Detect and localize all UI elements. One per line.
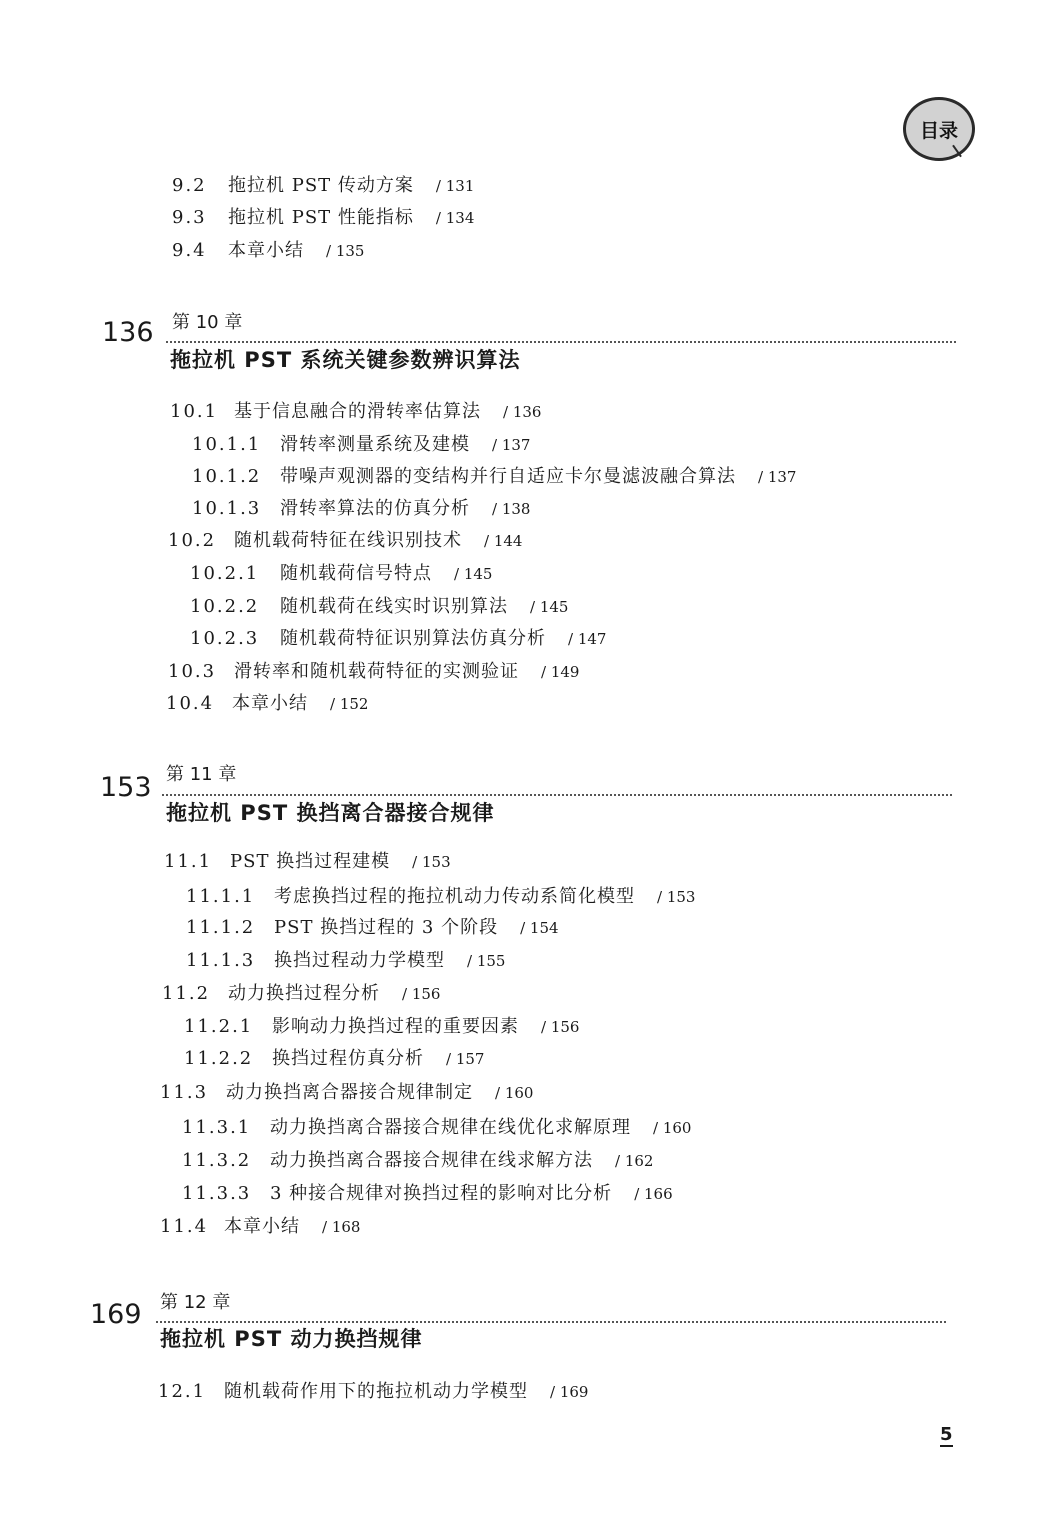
section-title: 滑转率算法的仿真分析 — [280, 498, 470, 519]
section-title: 本章小结 — [224, 1216, 300, 1237]
section-page: / 154 — [520, 919, 559, 937]
section-title: 滑转率和随机载荷特征的实测验证 — [234, 661, 519, 682]
section-page: / 155 — [467, 952, 506, 970]
section-title: 随机载荷特征识别算法仿真分析 — [280, 628, 546, 649]
section-number: 11.3 — [160, 1082, 209, 1103]
toc-entry[interactable] — [164, 851, 451, 873]
toc-entry[interactable] — [190, 628, 606, 650]
toc-entry[interactable] — [182, 1117, 691, 1139]
section-page: / 137 — [492, 436, 531, 454]
chapter-title[interactable]: 拖拉机 PST 换挡离合器接合规律 — [166, 801, 495, 825]
section-title: 换挡过程仿真分析 — [272, 1048, 424, 1069]
toc-entry[interactable] — [166, 693, 368, 715]
section-title: 考虑换挡过程的拖拉机动力传动系简化模型 — [274, 886, 635, 907]
toc-entry[interactable] — [186, 886, 695, 908]
section-page: / 160 — [653, 1119, 692, 1137]
section-title: 本章小结 — [228, 240, 304, 261]
chapter-start-page: 153 — [100, 772, 152, 803]
chapter-start-page: 169 — [90, 1299, 142, 1330]
section-page: / 160 — [495, 1084, 534, 1102]
section-title: 动力换挡过程分析 — [228, 983, 380, 1004]
toc-entry[interactable] — [168, 661, 579, 683]
toc-entry[interactable] — [172, 207, 474, 229]
section-page: / 156 — [402, 985, 441, 1003]
section-number: 11.2.2 — [184, 1048, 254, 1069]
toc-badge — [903, 97, 975, 161]
section-page: / 166 — [634, 1185, 673, 1203]
section-title: 基于信息融合的滑转率估算法 — [234, 401, 481, 422]
section-title: 动力换挡离合器接合规律制定 — [226, 1082, 473, 1103]
section-page: / 145 — [454, 565, 493, 583]
toc-entry[interactable] — [190, 596, 568, 618]
section-title: 随机载荷信号特点 — [280, 563, 432, 584]
section-number: 9.4 — [172, 240, 207, 261]
chapter-start-page: 136 — [102, 317, 154, 348]
section-number: 10.2 — [168, 530, 217, 551]
section-title: 随机载荷特征在线识别技术 — [234, 530, 462, 551]
section-number: 11.3.3 — [182, 1183, 252, 1204]
chapter-title[interactable]: 拖拉机 PST 系统关键参数辨识算法 — [170, 348, 521, 372]
page-number: 5 — [940, 1424, 953, 1445]
section-page: / 169 — [550, 1383, 589, 1401]
section-title: 动力换挡离合器接合规律在线求解方法 — [270, 1150, 593, 1171]
section-number: 10.4 — [166, 693, 215, 714]
section-number: 12.1 — [158, 1381, 207, 1402]
toc-entry[interactable] — [184, 1048, 484, 1070]
section-number: 9.3 — [172, 207, 207, 228]
section-number: 10.2.2 — [190, 596, 260, 617]
section-title: 换挡过程动力学模型 — [274, 950, 445, 971]
section-number: 10.1.2 — [192, 466, 262, 487]
section-page: / 131 — [435, 177, 475, 195]
section-page: / 162 — [615, 1152, 654, 1170]
chapter-label: 第 10 章 — [172, 312, 243, 333]
chapter-title[interactable]: 拖拉机 PST 动力换挡规律 — [160, 1327, 423, 1351]
section-title: 随机载荷在线实时识别算法 — [280, 596, 508, 617]
section-title: PST 换挡过程建模 — [230, 851, 391, 872]
toc-entry[interactable] — [190, 563, 492, 585]
toc-entry[interactable] — [186, 950, 505, 972]
section-page: / 145 — [530, 598, 569, 616]
toc-entry[interactable] — [182, 1150, 653, 1172]
toc-entry[interactable] — [168, 530, 522, 552]
toc-entry[interactable] — [192, 434, 530, 456]
section-title: 本章小结 — [232, 693, 308, 714]
section-number: 11.1.1 — [186, 886, 256, 907]
toc-entry[interactable] — [162, 983, 440, 1005]
chapter-divider — [156, 1321, 946, 1323]
section-number: 9.2 — [172, 175, 207, 196]
toc-badge-label: 目录 — [919, 119, 958, 142]
section-number: 10.3 — [168, 661, 217, 682]
section-title: 拖拉机 PST 性能指标 — [228, 207, 414, 228]
section-number: 11.2 — [162, 983, 211, 1004]
section-number: 10.2.1 — [190, 563, 260, 584]
section-title: 带噪声观测器的变结构并行自适应卡尔曼滤波融合算法 — [280, 466, 736, 487]
section-number: 11.2.1 — [184, 1016, 254, 1037]
section-page: / 149 — [541, 663, 580, 681]
section-number: 11.1.3 — [186, 950, 256, 971]
section-title: 3 种接合规律对换挡过程的影响对比分析 — [270, 1183, 613, 1204]
chapter-label: 第 12 章 — [160, 1292, 231, 1313]
section-page: / 134 — [435, 209, 475, 227]
section-title: 动力换挡离合器接合规律在线优化求解原理 — [270, 1117, 631, 1138]
section-number: 11.1.2 — [186, 917, 256, 938]
section-page: / 168 — [322, 1218, 361, 1236]
section-number: 10.2.3 — [190, 628, 260, 649]
toc-entry[interactable] — [192, 498, 530, 520]
toc-entry[interactable] — [172, 240, 364, 262]
chapter-divider — [162, 794, 952, 796]
section-page: / 156 — [541, 1018, 580, 1036]
section-title: 滑转率测量系统及建模 — [280, 434, 470, 455]
section-page: / 144 — [484, 532, 523, 550]
toc-entry[interactable] — [170, 401, 541, 423]
section-page: / 153 — [657, 888, 696, 906]
toc-entry[interactable] — [186, 917, 559, 939]
section-page: / 137 — [758, 468, 797, 486]
section-number: 10.1.1 — [192, 434, 262, 455]
section-page: / 138 — [492, 500, 531, 518]
chapter-label: 第 11 章 — [166, 764, 237, 785]
toc-entry[interactable] — [160, 1216, 360, 1238]
section-number: 11.4 — [160, 1216, 209, 1237]
section-page: / 157 — [446, 1050, 485, 1068]
section-number: 11.3.1 — [182, 1117, 252, 1138]
section-page: / 136 — [503, 403, 542, 421]
section-number: 10.1.3 — [192, 498, 262, 519]
section-number: 10.1 — [170, 401, 219, 422]
toc-entry[interactable] — [158, 1381, 588, 1403]
section-number: 11.3.2 — [182, 1150, 252, 1171]
section-title: 拖拉机 PST 传动方案 — [228, 175, 414, 196]
section-page: / 153 — [412, 853, 451, 871]
section-page: / 147 — [568, 630, 607, 648]
section-page: / 135 — [326, 242, 365, 260]
section-page: / 152 — [330, 695, 369, 713]
toc-entry[interactable] — [172, 175, 474, 197]
section-title: 随机载荷作用下的拖拉机动力学模型 — [224, 1381, 528, 1402]
chapter-divider — [166, 341, 956, 343]
section-number: 11.1 — [164, 851, 213, 872]
toc-entry[interactable] — [184, 1016, 579, 1038]
section-title: PST 换挡过程的 3 个阶段 — [274, 917, 499, 938]
toc-entry[interactable] — [182, 1183, 673, 1205]
toc-entry[interactable] — [192, 466, 796, 488]
toc-entry[interactable] — [160, 1082, 533, 1104]
section-title: 影响动力换挡过程的重要因素 — [272, 1016, 519, 1037]
